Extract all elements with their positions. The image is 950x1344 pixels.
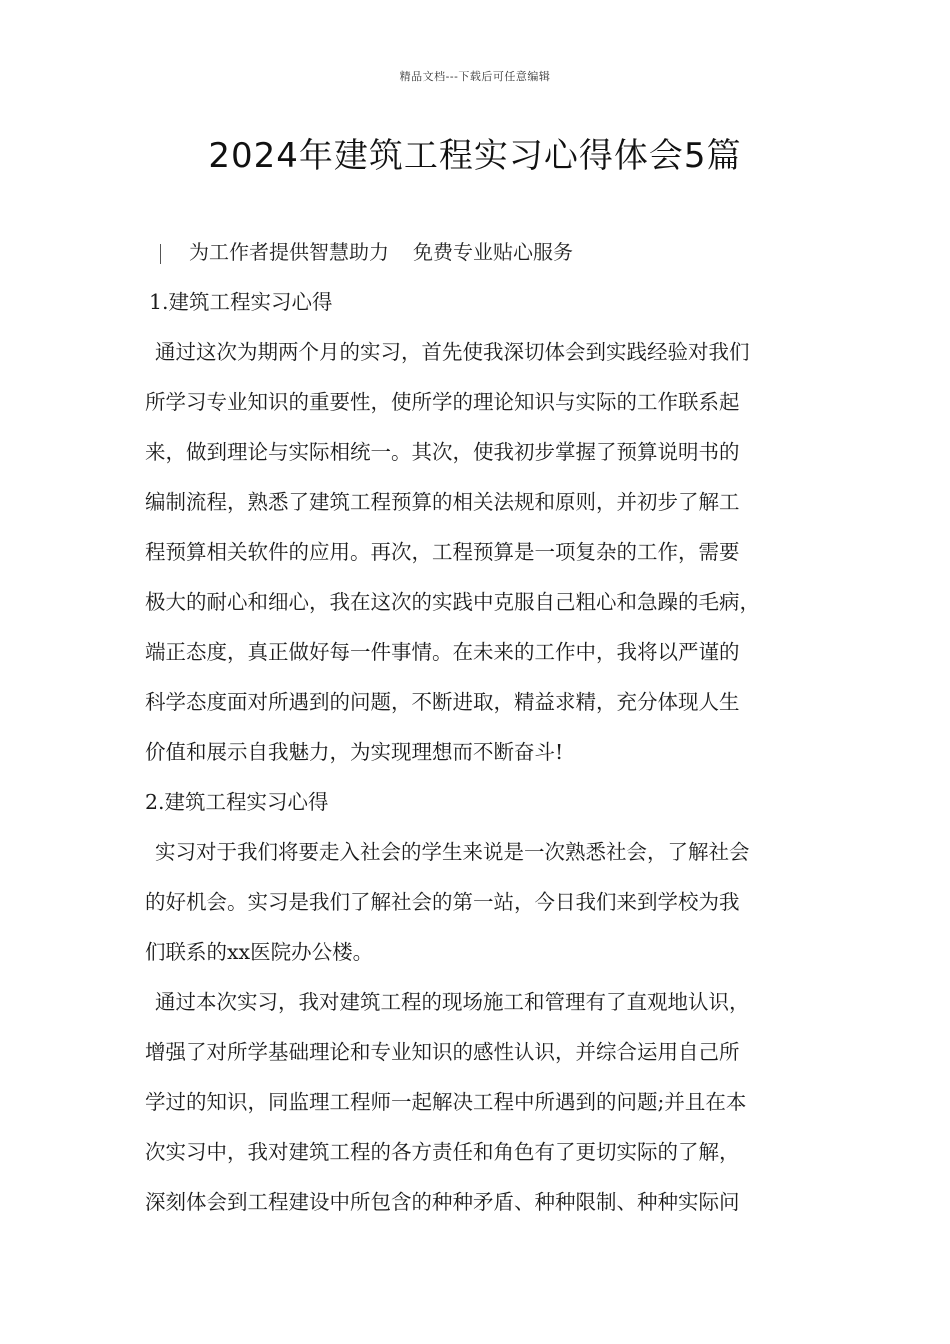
section-heading: 2.建筑工程实习心得	[145, 790, 329, 814]
paragraph-line: 深刻体会到工程建设中所包含的种种矛盾、种种限制、种种实际问	[145, 1190, 740, 1214]
document-body	[145, 277, 815, 1227]
page-header: 精品文档---下载后可任意编辑	[399, 70, 551, 83]
paragraph-line: 通过这次为期两个月的实习，首先使我深切体会到实践经验对我们	[155, 340, 750, 364]
tagline-divider	[160, 244, 161, 264]
paragraph-line: 来，做到理论与实际相统一。其次，使我初步掌握了预算说明书的	[145, 440, 740, 464]
paragraph-line: 价值和展示自我魅力，为实现理想而不断奋斗!	[145, 740, 564, 764]
paragraph-line: 极大的耐心和细心，我在这次的实践中克服自己粗心和急躁的毛病，	[145, 590, 760, 614]
tagline-right: 免费专业贴心服务	[413, 240, 573, 264]
paragraph-line: 所学习专业知识的重要性，使所学的理论知识与实际的工作联系起	[145, 390, 740, 414]
paragraph-line: 通过本次实习，我对建筑工程的现场施工和管理有了直观地认识，	[155, 990, 750, 1014]
paragraph-line: 学过的知识，同监理工程师一起解决工程中所遇到的问题;并且在本	[145, 1090, 747, 1114]
document-title: 2024年建筑工程实习心得体会5篇	[208, 136, 742, 176]
paragraph-line: 的好机会。实习是我们了解社会的第一站，今日我们来到学校为我	[145, 890, 740, 914]
paragraph-line: 增强了对所学基础理论和专业知识的感性认识，并综合运用自己所	[145, 1040, 740, 1064]
paragraph-line: 编制流程，熟悉了建筑工程预算的相关法规和原则，并初步了解工	[145, 490, 740, 514]
paragraph-line: 们联系的xx医院办公楼。	[145, 940, 374, 964]
paragraph-line: 次实习中，我对建筑工程的各方责任和角色有了更切实际的了解，	[145, 1140, 740, 1164]
section-heading: 1.建筑工程实习心得	[149, 290, 333, 314]
paragraph-line: 程预算相关软件的应用。再次，工程预算是一项复杂的工作，需要	[145, 540, 740, 564]
tagline	[160, 236, 573, 265]
paragraph-line: 科学态度面对所遇到的问题，不断进取，精益求精，充分体现人生	[145, 690, 740, 714]
paragraph-line: 实习对于我们将要走入社会的学生来说是一次熟悉社会，了解社会	[155, 840, 750, 864]
tagline-left: 为工作者提供智慧助力	[189, 240, 389, 264]
paragraph-line: 端正态度，真正做好每一件事情。在未来的工作中，我将以严谨的	[145, 640, 740, 664]
